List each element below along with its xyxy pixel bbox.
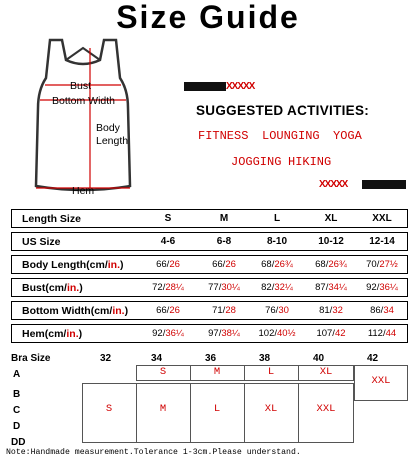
label-unit: in. (107, 258, 120, 271)
cm-value: 66/ (212, 259, 226, 270)
bra-band-size: 42 (367, 353, 379, 364)
bra-size-label: Bra Size (11, 353, 51, 364)
measurement-cell (197, 259, 251, 270)
label-unit: in. (66, 327, 79, 340)
header-l: L (273, 213, 281, 224)
bra-cup-size: A (13, 369, 21, 380)
deco-bar-bottom (362, 180, 406, 189)
measurement-cell (250, 328, 304, 339)
measurement-row (11, 324, 408, 343)
inch-value: 26¾ (328, 259, 347, 270)
tank-top-diagram (28, 38, 138, 198)
measurement-label (22, 305, 128, 317)
measurement-cell (141, 282, 195, 293)
inch-value: 40½ (277, 328, 296, 339)
inch-value: 30 (278, 305, 289, 316)
inch-value: 38¼ (221, 328, 240, 339)
inch-value: 36¼ (165, 328, 184, 339)
measurement-cell (304, 259, 358, 270)
measurement-row (11, 301, 408, 320)
measurement-cell (141, 305, 195, 316)
bra-cup-size: D (13, 421, 21, 432)
header-xl: XL (324, 213, 338, 224)
cm-value: 66/ (156, 305, 170, 316)
measurement-cell (197, 282, 251, 293)
bra-top-m: M (213, 366, 221, 378)
us-size-l: 8-10 (266, 236, 287, 247)
bra-band-size: 32 (100, 353, 112, 364)
inch-value: 34 (383, 305, 394, 316)
cm-value: 92/ (152, 328, 166, 339)
measurement-cell (197, 328, 251, 339)
measurement-cell (355, 282, 409, 293)
label-unit: in. (112, 304, 125, 317)
measurement-cell (250, 259, 304, 270)
inch-value: 44 (385, 328, 397, 339)
label-unit: in. (66, 281, 80, 294)
us-size-xl: 10-12 (318, 236, 344, 247)
deco-x-top: XXXXX (226, 81, 255, 92)
cm-value: 71/ (212, 305, 226, 316)
page-title: Size Guide (116, 0, 300, 35)
inch-value: 26 (169, 305, 180, 316)
us-size-s: 4-6 (160, 236, 176, 247)
us-size-m: 6-8 (216, 236, 232, 247)
measurement-cell (355, 328, 409, 339)
measurement-row (11, 278, 408, 297)
cm-value: 82/ (261, 282, 275, 293)
bra-main-xxl: XXL (316, 403, 336, 415)
cm-value: 112/ (367, 328, 386, 339)
label-end: ) (120, 258, 124, 271)
bra-top-xl: XL (319, 366, 333, 378)
bra-band-size: 36 (205, 353, 217, 364)
cm-value: 68/ (315, 259, 329, 270)
measurement-row (11, 255, 408, 274)
measurement-cell (304, 305, 358, 316)
measurement-label (22, 259, 124, 271)
bra-main-s: S (105, 403, 113, 415)
suggested-activities-title: SUGGESTED ACTIVITIES: (196, 103, 370, 118)
cm-value: 66/ (156, 259, 170, 270)
note: Note:Handmade measurement.Tolerance 1-3cm.Please understand. (6, 448, 301, 457)
measurement-cell (304, 282, 358, 293)
label-end: ) (78, 327, 83, 340)
inch-value: 32¼ (274, 282, 293, 293)
measurement-label (22, 328, 82, 340)
header-s: S (164, 213, 172, 224)
header-xxl: XXL (372, 213, 392, 224)
measurement-cell (250, 305, 304, 316)
bra-band-size: 38 (259, 353, 271, 364)
activity-jogging: JOGGING (231, 155, 282, 169)
header-row (11, 209, 408, 228)
bra-main-m: M (159, 403, 167, 415)
inch-value: 26¾ (274, 259, 293, 270)
cm-value: 68/ (261, 259, 275, 270)
us-size-label: US Size (22, 235, 61, 248)
cm-value: 102/ (258, 328, 277, 339)
measurement-cell (141, 328, 195, 339)
bra-band-size: 34 (151, 353, 163, 364)
inch-value: 26 (169, 259, 180, 270)
bra-main-l: L (213, 403, 221, 415)
inch-value: 42 (334, 328, 346, 339)
measurement-cell (141, 259, 195, 270)
measurement-cell (355, 305, 409, 316)
label-end: ) (124, 304, 129, 317)
measurement-cell (304, 328, 358, 339)
bra-xxl: XXL (371, 375, 391, 387)
cm-value: 70/ (366, 259, 380, 270)
bra-cup-size: DD (11, 437, 26, 448)
cm-value: 87/ (315, 282, 329, 293)
hem-label: Hem (72, 185, 95, 197)
bra-main-xl: XL (264, 403, 278, 415)
inch-value: 30¼ (221, 282, 240, 293)
measurement-cell (197, 305, 251, 316)
deco-x-bottom: XXXXX (319, 179, 348, 190)
cm-value: 72/ (152, 282, 166, 293)
us-size-xxl: 12-14 (369, 236, 395, 247)
inch-value: 34¼ (328, 282, 347, 293)
label-text: Body Length(cm/ (22, 258, 108, 271)
cm-value: 107/ (316, 328, 335, 339)
header-m: M (219, 213, 229, 224)
inch-value: 26 (225, 259, 236, 270)
measurement-label (22, 282, 83, 294)
activity-hiking: HIKING (288, 155, 332, 169)
tank-outline (36, 40, 130, 190)
bra-cup-size: C (13, 405, 21, 416)
cm-value: 81/ (319, 305, 333, 316)
cm-value: 76/ (265, 305, 279, 316)
bra-cup-size: B (13, 389, 21, 400)
deco-bar-top (184, 82, 226, 91)
bra-top-l: L (267, 366, 275, 378)
cm-value: 92/ (366, 282, 380, 293)
label-text: Hem(cm/ (22, 327, 67, 340)
bra-band-size: 40 (313, 353, 325, 364)
bust-label: Bust (70, 80, 92, 92)
cm-value: 97/ (208, 328, 222, 339)
bra-top-s: S (159, 366, 167, 378)
us-size-row (11, 232, 408, 251)
inch-value: 36¼ (379, 282, 398, 293)
header-label: Length Size (22, 212, 81, 225)
bottom-width-label: Bottom Width (52, 95, 116, 107)
cm-value: 77/ (208, 282, 222, 293)
activity-lounging: LOUNGING (262, 129, 320, 143)
inch-value: 28 (225, 305, 236, 316)
body-length-label: Body Length (96, 122, 129, 147)
label-text: Bust(cm/ (22, 281, 67, 294)
activity-fitness: FITNESS (198, 129, 249, 143)
cm-value: 86/ (370, 305, 384, 316)
inch-value: 28¼ (165, 282, 184, 293)
label-end: ) (79, 281, 83, 294)
inch-value: 27½ (379, 259, 398, 270)
inch-value: 32 (332, 305, 343, 316)
measurement-cell (355, 259, 409, 270)
measurement-cell (250, 282, 304, 293)
activity-yoga: YOGA (333, 129, 362, 143)
label-text: Bottom Width(cm/ (22, 304, 113, 317)
